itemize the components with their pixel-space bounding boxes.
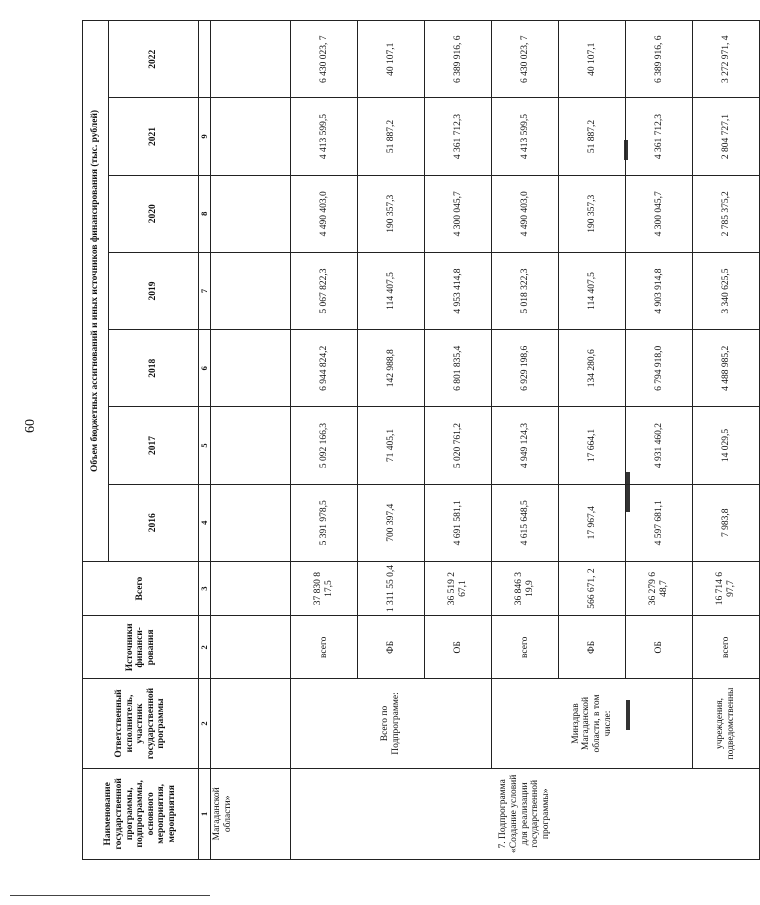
value-cell: 5 018 322,3 <box>492 252 559 329</box>
value-cell: 4 953 414,8 <box>425 252 492 329</box>
value-cell: 51 887,2 <box>358 98 425 175</box>
index-cell: 2 <box>199 616 211 679</box>
value-cell: 3 272 971, 4 <box>693 21 760 98</box>
funding-table <box>82 20 760 860</box>
header-year: 2022 <box>109 21 199 98</box>
value-cell: 7 983,8 <box>693 484 760 561</box>
header-total: Всего <box>83 561 199 615</box>
executor-cell: учреждения, подведомственны <box>693 679 760 768</box>
value-cell: 5 067 822,3 <box>291 252 358 329</box>
total-cell: 36 846 3 19,9 <box>492 561 559 615</box>
value-cell: 14 029,5 <box>693 407 760 484</box>
value-cell: 4 413 599,5 <box>291 98 358 175</box>
header-year: 2021 <box>109 98 199 175</box>
index-cell: 6 <box>199 330 211 407</box>
value-cell: 6 389 916, 6 <box>626 21 693 98</box>
index-cell: 5 <box>199 407 211 484</box>
value-cell: 51 887,2 <box>559 98 626 175</box>
header-funding-group: Объем бюджетных ассигнований и иных источников финансирования (тыс. рублей) <box>83 21 109 562</box>
value-cell: 6 944 824,2 <box>291 330 358 407</box>
header-year: 2016 <box>109 484 199 561</box>
header-year: 2018 <box>109 330 199 407</box>
value-cell: 71 405,1 <box>358 407 425 484</box>
value-cell: 6 430 023, 7 <box>492 21 559 98</box>
value-cell: 4 361 712,3 <box>425 98 492 175</box>
source-cell: ФБ <box>358 616 425 679</box>
index-cell: 8 <box>199 175 211 252</box>
value-cell: 5 092 166,3 <box>291 407 358 484</box>
program-name: 7. Подпрограмма «Создание условий для реализации государственной программы» <box>291 768 760 859</box>
value-cell: 17 664,1 <box>559 407 626 484</box>
source-cell: всего <box>492 616 559 679</box>
index-cell: 4 <box>199 484 211 561</box>
header-year: 2020 <box>109 175 199 252</box>
value-cell: 134 280,6 <box>559 330 626 407</box>
value-cell: 4 300 045,7 <box>425 175 492 252</box>
value-cell: 190 357,3 <box>358 175 425 252</box>
value-cell: 4 597 681,1 <box>626 484 693 561</box>
value-cell: 4 300 045,7 <box>626 175 693 252</box>
header-year: 2019 <box>109 252 199 329</box>
value-cell: 4 615 648,5 <box>492 484 559 561</box>
source-cell: всего <box>291 616 358 679</box>
value-cell: 4 931 460,2 <box>626 407 693 484</box>
table-row <box>291 21 358 860</box>
index-row <box>199 21 211 860</box>
value-cell: 4 691 581,1 <box>425 484 492 561</box>
source-cell: ОБ <box>425 616 492 679</box>
header-executor: Ответственный исполнитель, участник государственной программы <box>83 679 199 768</box>
value-cell: 4 413 599,5 <box>492 98 559 175</box>
value-cell: 4 361 712,3 <box>626 98 693 175</box>
index-cell: 2 <box>199 679 211 768</box>
value-cell: 142 988,8 <box>358 330 425 407</box>
total-cell: 16 714 6 97,7 <box>693 561 760 615</box>
executor-cell: Минздрав Магаданской области, в том числе: <box>492 679 693 768</box>
value-cell: 4 949 124,3 <box>492 407 559 484</box>
total-cell: 37 830 8 17,5 <box>291 561 358 615</box>
source-cell: ОБ <box>626 616 693 679</box>
value-cell: 6 929 198,6 <box>492 330 559 407</box>
scan-edge-mark <box>10 895 210 896</box>
value-cell: 2 785 375,2 <box>693 175 760 252</box>
header-sources: Источники финанси-рования <box>83 616 199 679</box>
value-cell: 6 389 916, 6 <box>425 21 492 98</box>
value-cell: 114 407,5 <box>559 252 626 329</box>
value-cell: 4 903 914,8 <box>626 252 693 329</box>
total-cell: 36 279 6 48,7 <box>626 561 693 615</box>
index-cell: 3 <box>199 561 211 615</box>
total-cell: 566 671, 2 <box>559 561 626 615</box>
value-cell: 114 407,5 <box>358 252 425 329</box>
executor-cell: Всего по Подпрограмме: <box>291 679 492 768</box>
table-row <box>693 21 760 860</box>
value-cell: 5 391 978,5 <box>291 484 358 561</box>
header-year: 2017 <box>109 407 199 484</box>
value-cell: 4 490 403,0 <box>492 175 559 252</box>
value-cell: 6 801 835,4 <box>425 330 492 407</box>
value-cell: 4 488 985,2 <box>693 330 760 407</box>
source-cell: всего <box>693 616 760 679</box>
value-cell: 6 794 918,0 <box>626 330 693 407</box>
value-cell: 3 340 625,5 <box>693 252 760 329</box>
value-cell: 700 397,4 <box>358 484 425 561</box>
rotated-table-wrapper <box>82 20 736 860</box>
row-name: Магаданской области» <box>211 768 291 859</box>
value-cell: 5 020 761,2 <box>425 407 492 484</box>
value-cell: 2 804 727,1 <box>693 98 760 175</box>
header-name: Наименование государственной программы, подпрограммы, основного мероприятия, мероприятия <box>83 768 199 859</box>
value-cell: 40 107,1 <box>559 21 626 98</box>
value-cell: 190 357,3 <box>559 175 626 252</box>
table-row <box>211 21 291 860</box>
index-cell: 7 <box>199 252 211 329</box>
value-cell: 17 967,4 <box>559 484 626 561</box>
value-cell: 4 490 403,0 <box>291 175 358 252</box>
index-cell <box>199 21 211 98</box>
value-cell: 6 430 023, 7 <box>291 21 358 98</box>
value-cell: 40 107,1 <box>358 21 425 98</box>
total-cell: 36 519 2 67,1 <box>425 561 492 615</box>
index-cell: 1 <box>199 768 211 859</box>
index-cell: 9 <box>199 98 211 175</box>
table-row <box>492 21 559 860</box>
total-cell: 1 311 55 0,4 <box>358 561 425 615</box>
page-number: 60 <box>23 419 38 433</box>
source-cell: ФБ <box>559 616 626 679</box>
